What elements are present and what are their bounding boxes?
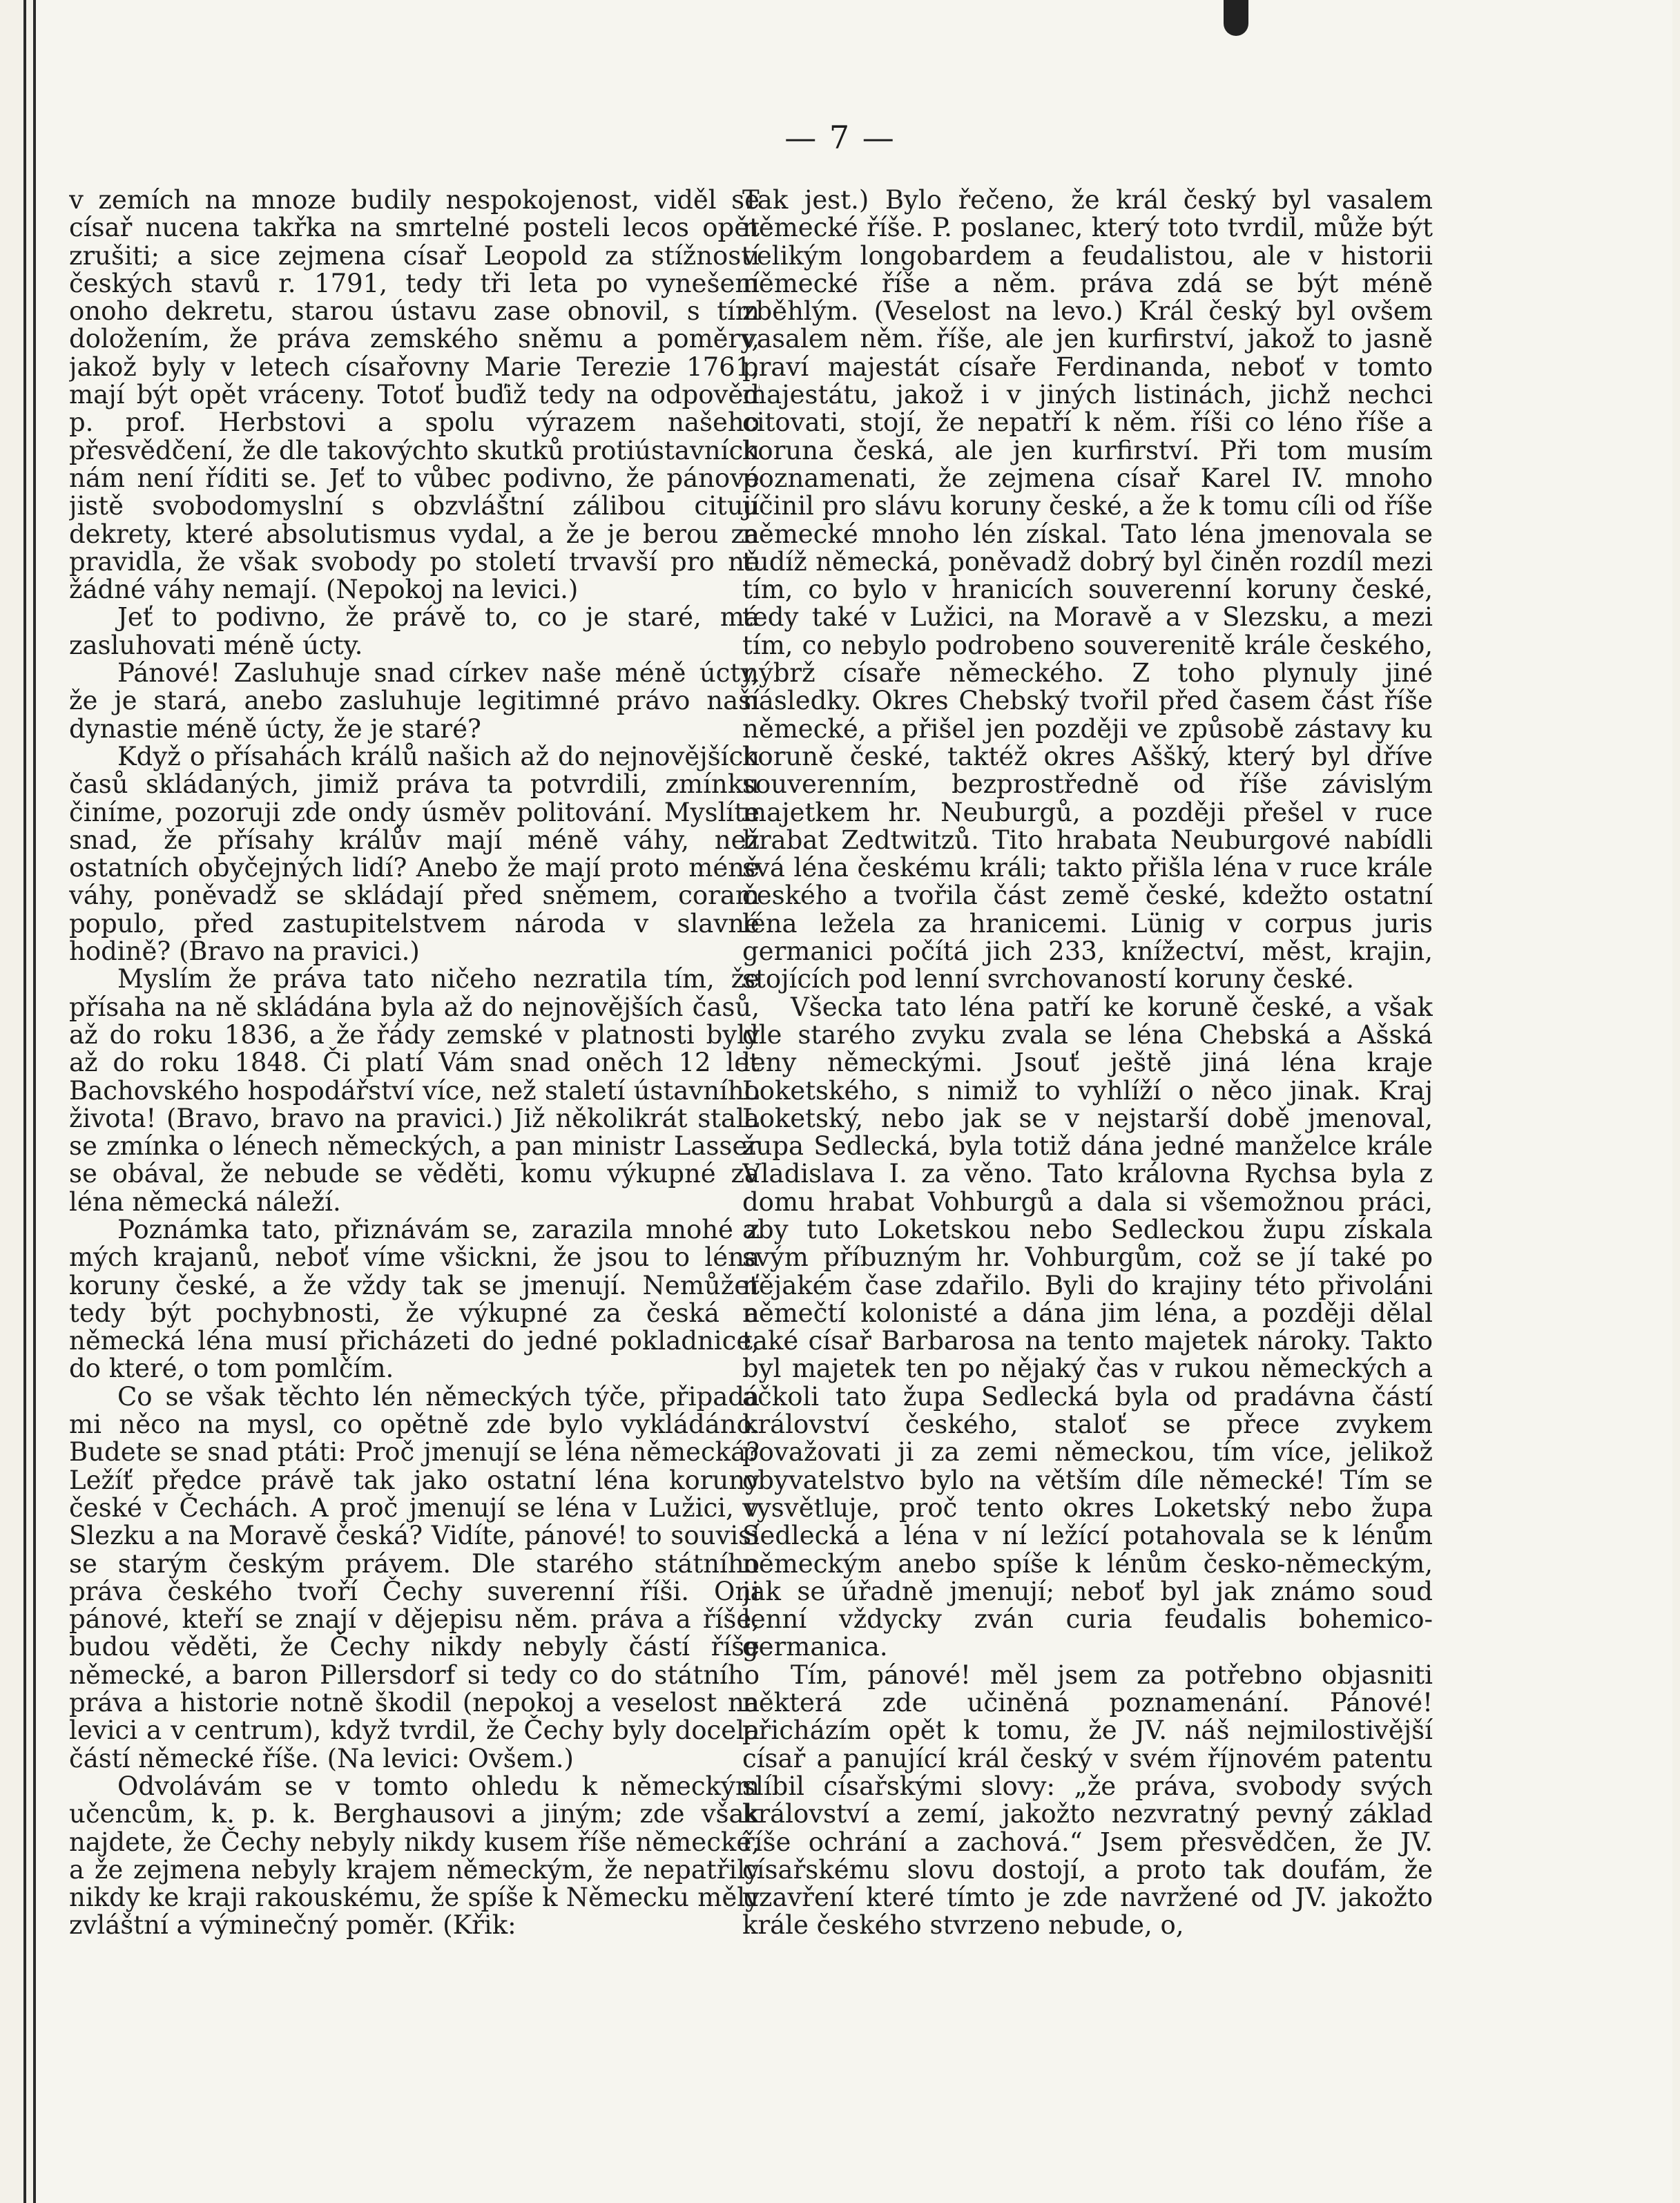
left-paragraph-3: Pánové! Zasluhuje snad církev naše méně úcty, že je stará, anebo zasluhuje legitimné právo naší dynastie méně úcty, že je staré? bbox=[69, 658, 760, 744]
page-edge-rule bbox=[23, 0, 26, 2203]
right-paragraph-3: Tím, pánové! měl jsem za potřebno objasniti některá zde učiněná poznamenání. Pánové! přicházím opět k tomu, že JV. náš nejmilostivější císař a panující král český v svém říjnovém patentu slíbil císařskými slovy: „že práva, svobody svých království a zemí, jakožto nezvratný pevný základ říše ochrání a zachová.“ Jsem přesvědčen, že JV. císařskému slovu dostojí, a proto tak doufám, že uzavření které tímto je zde navržené od JV. jakožto krále českého stvrzeno nebude, o, bbox=[742, 1660, 1433, 1941]
right-column bbox=[742, 186, 1433, 2175]
page-number: — 7 — bbox=[784, 119, 896, 156]
top-ink-mark bbox=[1224, 0, 1248, 36]
left-paragraph-6: Poznámka tato, přiznávám se, zarazila mnohé z mých krajanů, neboť víme všickni, že jsou to léna koruny české, a že vždy tak se jmenují. Nemůžeť tedy být pochybnosti, že výkupné za česká a německá léna musí přicházeti do jedné pokladnice, do které, o tom pomlčím. bbox=[69, 1214, 760, 1384]
left-paragraph-4: Když o přísahách králů našich až do nejnovějších časů skládaných, jimiž práva ta potvrdili, zmínku činíme, pozoruji zde ondy úsměv politování. Myslíte snad, že přísahy králův mají méně váhy, než ostatních obyčejných lidí? Anebo že mají proto méně váhy, poněvadž se skládají před sněmem, coram populo, před zastupitelstvem národa v slavné hodině? (Bravo na pravici.) bbox=[69, 741, 760, 967]
left-column bbox=[69, 186, 760, 2175]
right-paragraph-2: Všecka tato léna patří ke koruně české, a však dle starého zvyku zvala se léna Chebská a Ašská leny německými. Jsouť ještě jiná léna kraje Loketského, s nimiž to vyhlíží o něco jinak. Kraj Loketský, nebo jak se v nejstarší době jmenoval, župa Sedlecká, byla totiž dána jedné manželce krále Vladislava I. za věno. Tato královna Rychsa byla z domu hrabat Vohburgů a dala si všemožnou práci, aby tuto Loketskou nebo Sedleckou župu získala svým příbuzným hr. Vohburgům, což se jí také po nějakém čase zdařilo. Byli do krajiny této přivoláni němečtí kolonisté a dána jim léna, a později dělal také císař Barbarosa na tento majetek nároky. Takto byl majetek ten po nějaký čas v rukou německých a ačkoli tato župa Sedlecká byla od pradávna částí království českého, staloť se přece zvykem považovati ji za zemi německou, tím více, jelikož obyvatelstvo bylo na větším díle německé! Tím se vysvětluje, proč tento okres Loketský nebo župa Sedlecká a léna v ní ležící potahovala se k lénům německým anebo spíše k lénům česko-německým, jak se úřadně jmenují; neboť byl jak známo soud lenní vždycky zván curia feudalis bohemico-germanica. bbox=[742, 992, 1433, 1662]
left-paragraph-7: Co se však těchto lén německých týče, připadá mi něco na mysl, co opětně zde bylo vykládáno. Budete se snad ptáti: Proč jmenují se léna německá? Ležíť předce právě tak jako ostatní léna koruny české v Čechách. A proč jmenují se léna v Lužici, v Slezku a na Moravě česká? Vidíte, pánové! to souvisí se starým českým právem. Dle starého státního práva českého tvoří Čechy suverenní říši. Oni pánové, kteří se znají v dějepisu něm. práva a říše, budou věděti, že Čechy nikdy nebyly částí říše německé, a baron Pillersdorf si tedy co do státního práva a historie notně škodil (nepokoj a veselost na levici a v centrum), když tvrdil, že Čechy byly docela částí německé říše. (Na levici: Ovšem.) bbox=[69, 1381, 760, 1773]
left-paragraph-2: Jeť to podivno, že právě to, co je staré, má zasluhovati méně úcty. bbox=[69, 602, 760, 660]
right-paragraph-1: Tak jest.) Bylo řečeno, že král český byl vasalem německé říše. P. poslanec, který toto tvrdil, může být velikým longobardem a feudalistou, ale v historii německé říše a něm. práva zdá se být méně zběhlým. (Veselost na levo.) Král český byl ovšem vasalem něm. říše, ale jen kurfirství, jakož to jasně praví majestát císaře Ferdinanda, neboť v tomto majestátu, jakož i v jiných listinách, jichž nechci citovati, stojí, že nepatří k něm. říši co léno říše a koruna česká, ale jen kurfirství. Při tom musím poznamenati, že zejmena císař Karel IV. mnoho učinil pro slávu koruny české, a že k tomu cíli od říše německé mnoho lén získal. Tato léna jmenovala se tudíž německá, poněvadž dobrý byl činěn rozdíl mezi tím, co bylo v hranicích souverenní koruny české, tedy také v Lužici, na Moravě a v Slezsku, a mezi tím, co nebylo podrobeno souverenitě krále českého, nýbrž císaře německého. Z toho plynuly jiné následky. Okres Chebský tvořil před časem část říše německé, a přišel jen později ve způsobě zástavy ku koruně české, taktéž okres Aššký, který byl dříve souverenním, bezprostředně od říše závislým majetkem hr. Neuburgů, a později přešel v ruce hrabat Zedtwitzů. Tito hrabata Neuburgové nabídli svá léna českému králi; takto přišla léna v ruce krále českého a tvořila část země české, kdežto ostatní léna ležela za hranicemi. Lünig v corpus juris germanici počítá jich 233, knížectví, měst, krajin, stojících pod lenní svrchovaností koruny české. bbox=[742, 186, 1433, 994]
left-paragraph-5: Myslím že práva tato ničeho nezratila tím, že přísaha na ně skládána byla až do nejnovějších časů, až do roku 1836, a že řády zemské v platnosti byly až do roku 1848. Či platí Vám snad oněch 12 let Bachovského hospodářství více, než staletí ústavního života! (Bravo, bravo na pravici.) Již několikrát stala se zmínka o lénech německých, a pan ministr Lasser se obával, že nebude se věděti, komu výkupné za léna německá náleží. bbox=[69, 964, 760, 1217]
left-paragraph-8: Odvolávám se v tomto ohledu k německým učencům, k. p. k. Berghausovi a jiným; zde však najdete, že Čechy nebyly nikdy kusem říše německé, a že zejmena nebyly krajem německým, že nepatřily nikdy ke kraji rakouskému, že spíše k Německu měly zvláštní a výminečný poměr. (Křik: bbox=[69, 1771, 760, 1941]
left-paragraph-1: v zemích na mnoze budily nespokojenost, viděl se císař nucena takřka na smrtelné posteli lecos opět zrušiti; a sice zejmena císař Leopold za stížností českých stavů r. 1791, tedy tři leta po vynešení onoho dekretu, starou ústavu zase obnovil, s tím doložením, že práva zemského sněmu a poměry, jakož byly v letech císařovny Marie Terezie 1761, mají být opět vráceny. Totoť buďiž tedy na odpověď p. prof. Herbstovi a spolu výrazem našeho přesvědčení, že dle takovýchto skutků protiústavních nám není říditi se. Jeť to vůbec podivno, že pánové jistě svobodomyslní s obzvláštní zálibou citují dekrety, které absolutismus vydal, a že je berou za pravidla, že však svobody po století trvavší pro ně žádné váhy nemají. (Nepokoj na levici.) bbox=[69, 186, 760, 605]
